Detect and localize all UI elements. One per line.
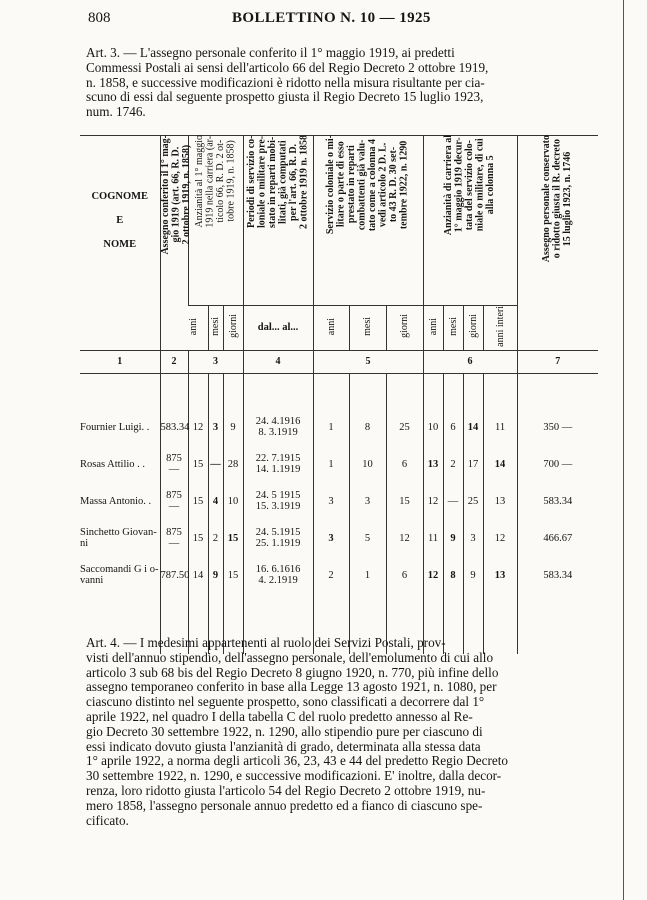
row-assegno: 875 — [160, 483, 188, 520]
header-col3-text: Anzianità al 1° maggio 1919 nella carriera (ar- ticolo 66, R. D. 2 ot- tobre 1919, n. 1858) [193, 135, 236, 228]
row-c-mesi: 8 [443, 557, 463, 594]
row-s-giorni: 25 [386, 409, 423, 446]
row-s-anni: 3 [313, 483, 349, 520]
row-c-mesi: 6 [443, 409, 463, 446]
colnum-5: 5 [313, 350, 423, 373]
row-c-interi: 12 [483, 520, 517, 557]
header-e: E [116, 215, 124, 226]
row-c-giorni: 3 [463, 520, 483, 557]
row-s-giorni: 12 [386, 520, 423, 557]
sub-anni: anni [188, 306, 208, 351]
row-c-interi: 13 [483, 557, 517, 594]
row-finale: 350 — [517, 409, 598, 446]
table-row [80, 520, 598, 557]
header-cognome-nome [80, 135, 160, 350]
sub-anni-5: anni [313, 306, 349, 351]
sub-anni-interi: anni interi [483, 306, 517, 351]
row-nome: Rosas Attilio . . [80, 458, 146, 470]
row-s-mesi: 8 [349, 409, 386, 446]
table-row [80, 557, 598, 594]
row-periodi: 24. 5.1915 25. 1.1919 [243, 520, 313, 557]
row-a-giorni: 15 [223, 520, 243, 557]
row-c-mesi: 2 [443, 446, 463, 483]
colnum-4: 4 [243, 350, 313, 373]
row-c-giorni: 25 [463, 483, 483, 520]
row-a-giorni: 10 [223, 483, 243, 520]
row-a-mesi: — [208, 446, 223, 483]
row-a-giorni: 15 [223, 557, 243, 594]
sub-mesi-6: mesi [443, 306, 463, 351]
row-a-mesi: 3 [208, 409, 223, 446]
row-c-anni: 12 [423, 557, 443, 594]
colnum-7: 7 [517, 350, 598, 373]
table-gap-row [80, 373, 598, 409]
row-nome: Fournier Luigi. . [80, 421, 150, 433]
header-assegno-conservato [517, 135, 598, 350]
margin-rule [623, 0, 624, 900]
sub-giorni-6: giorni [463, 306, 483, 351]
page-header [0, 10, 647, 32]
row-c-giorni: 9 [463, 557, 483, 594]
row-c-mesi: — [443, 483, 463, 520]
row-periodi: 24. 5 1915 15. 3.1919 [243, 483, 313, 520]
sub-anni-6: anni [423, 306, 443, 351]
row-c-anni: 11 [423, 520, 443, 557]
row-c-interi: 11 [483, 409, 517, 446]
row-assegno: 875 — [160, 446, 188, 483]
row-c-anni: 13 [423, 446, 443, 483]
header-col5-text: Servizio coloniale o mi- litare o parte di esso prestato in reparti combattenti già valu- tato come a colonna 4 vedi articolo 2 D. L. to 43 R. D. 30 set- tembre 1922, n. 1290 [325, 135, 410, 235]
row-nome: Saccomandi G i o- vanni [80, 564, 159, 587]
row-s-anni: 1 [313, 409, 349, 446]
row-a-giorni: 28 [223, 446, 243, 483]
row-a-mesi: 9 [208, 557, 223, 594]
row-s-mesi: 3 [349, 483, 386, 520]
row-s-giorni: 6 [386, 557, 423, 594]
row-a-anni: 15 [188, 520, 208, 557]
row-c-anni: 12 [423, 483, 443, 520]
header-col2-text: Assegno conferito il 1° mag- gio 1919 (art. 66, R. D. 2 ottobre 1919, n. 1858) [159, 135, 192, 255]
colnum-3: 3 [188, 350, 243, 373]
row-c-giorni: 17 [463, 446, 483, 483]
row-a-anni: 14 [188, 557, 208, 594]
row-a-anni: 15 [188, 446, 208, 483]
article-3-paragraph: Art. 3. — L'assegno personale conferito il 1° maggio 1919, ai predetti Commessi Postali ai sensi dell'articolo 66 del Regio Decreto 2 ottobre 1919, n. 1858, e successive modificazioni è ridotto nella misura risultante per cia- scuno di essi dal seguente prospetto giusta il Regio Decreto 15 luglio 1923, num. 1746. [86, 45, 489, 120]
row-s-anni: 1 [313, 446, 349, 483]
sub-dal-al: dal... al... [243, 306, 313, 351]
row-s-giorni: 15 [386, 483, 423, 520]
row-periodi: 22. 7.1915 14. 1.1919 [243, 446, 313, 483]
colnum-6: 6 [423, 350, 517, 373]
row-finale: 700 — [517, 446, 598, 483]
header-anzianita-carriera [423, 135, 517, 306]
header-periodi [243, 135, 313, 306]
row-c-giorni: 14 [463, 409, 483, 446]
row-a-mesi: 4 [208, 483, 223, 520]
row-c-interi: 14 [483, 446, 517, 483]
row-periodi: 16. 6.1616 4. 2.1919 [243, 557, 313, 594]
table-row [80, 446, 598, 483]
row-s-anni: 3 [313, 520, 349, 557]
column-number-row [80, 350, 598, 373]
header-col6-text: Anzianità di carriera al 1° maggio 1919 decur- tata del servizio colo- niale o militare, di cui alla colonna 5 [442, 135, 496, 236]
row-s-anni: 2 [313, 557, 349, 594]
row-a-anni: 15 [188, 483, 208, 520]
row-s-mesi: 10 [349, 446, 386, 483]
sub-giorni: giorni [223, 306, 243, 351]
row-a-anni: 12 [188, 409, 208, 446]
colnum-1: 1 [80, 350, 160, 373]
row-periodi: 24. 4.1916 8. 3.1919 [243, 409, 313, 446]
header-col4-text: Periodi di servizio co- loniale o militare pre- stato in reparti mobi- litati, già computati per l'art. 66, R. D. 2 ottobre 1919 n. 1858 [245, 135, 310, 229]
row-s-giorni: 6 [386, 446, 423, 483]
colnum-2: 2 [160, 350, 188, 373]
row-nome: Sinchetto Giovan- ni [80, 527, 157, 550]
table-row [80, 409, 598, 446]
row-c-interi: 13 [483, 483, 517, 520]
row-c-mesi: 9 [443, 520, 463, 557]
row-assegno: 583.34 [160, 409, 188, 446]
row-a-giorni: 9 [223, 409, 243, 446]
row-c-anni: 10 [423, 409, 443, 446]
sub-giorni-5: giorni [386, 306, 423, 351]
row-assegno: 787.50 [160, 557, 188, 594]
row-finale: 466.67 [517, 520, 598, 557]
header-cognome: COGNOME [91, 191, 149, 202]
assegno-table [80, 135, 598, 654]
sub-mesi-5: mesi [349, 306, 386, 351]
row-assegno: 875 — [160, 520, 188, 557]
sub-mesi: mesi [208, 306, 223, 351]
page-number: 808 [88, 10, 111, 26]
row-nome: Massa Antonio. . [80, 495, 152, 507]
row-s-mesi: 1 [349, 557, 386, 594]
header-col7-text: Assegno personale conservato o ridotto giusta il R. decreto 15 luglio 1923, n. 1746 [541, 135, 574, 263]
row-finale: 583.34 [517, 557, 598, 594]
article-4-paragraph: Art. 4. — I medesimi appartenenti al ruolo dei Servizi Postali, prov- visti dell'annuo stipendio, dell'assegno personale, dell'emolumento di cui allo articolo 3 sub 68 bis del Regio Decreto 8 giugno 1920, n. 770, più infine dello assegno temporaneo conferito in base alla Legge 13 agosto 1921, n. 1080, per ciascuno distinto nel seguente prospetto, sono classificati a decorrere dal 1° aprile 1922, nel quadro I della tabella C del ruolo predetto annesso al Re- gio Decreto 30 settembre 1922, n. 1290, allo stipendio pure per ciascuno di essi indicato dovuto giusta l'anzianità di grado, determinata alla stessa data 1° aprile 1922, a norma degli articoli 36, 23, 43 e 44 del predetto Regio Decreto 30 settembre 1922, n. 1290, e successive modificazioni. E' inoltre, dalla decor- renza, loro ridotto giusta l'articolo 54 del Regio Decreto 2 ottobre 1919, nu- mero 1858, l'assegno personale annuo predetto ed a fianco di ciascuno spe- cificato. [86, 635, 509, 828]
header-nome: NOME [103, 239, 137, 250]
bulletin-title: BOLLETTINO N. 10 — 1925 [232, 10, 431, 26]
header-servizio-coloniale [313, 135, 423, 306]
row-finale: 583.34 [517, 483, 598, 520]
row-s-mesi: 5 [349, 520, 386, 557]
header-assegno-conferito [159, 135, 192, 350]
table-header-row [80, 135, 598, 306]
header-anzianita [188, 135, 243, 306]
table-row [80, 483, 598, 520]
row-a-mesi: 2 [208, 520, 223, 557]
